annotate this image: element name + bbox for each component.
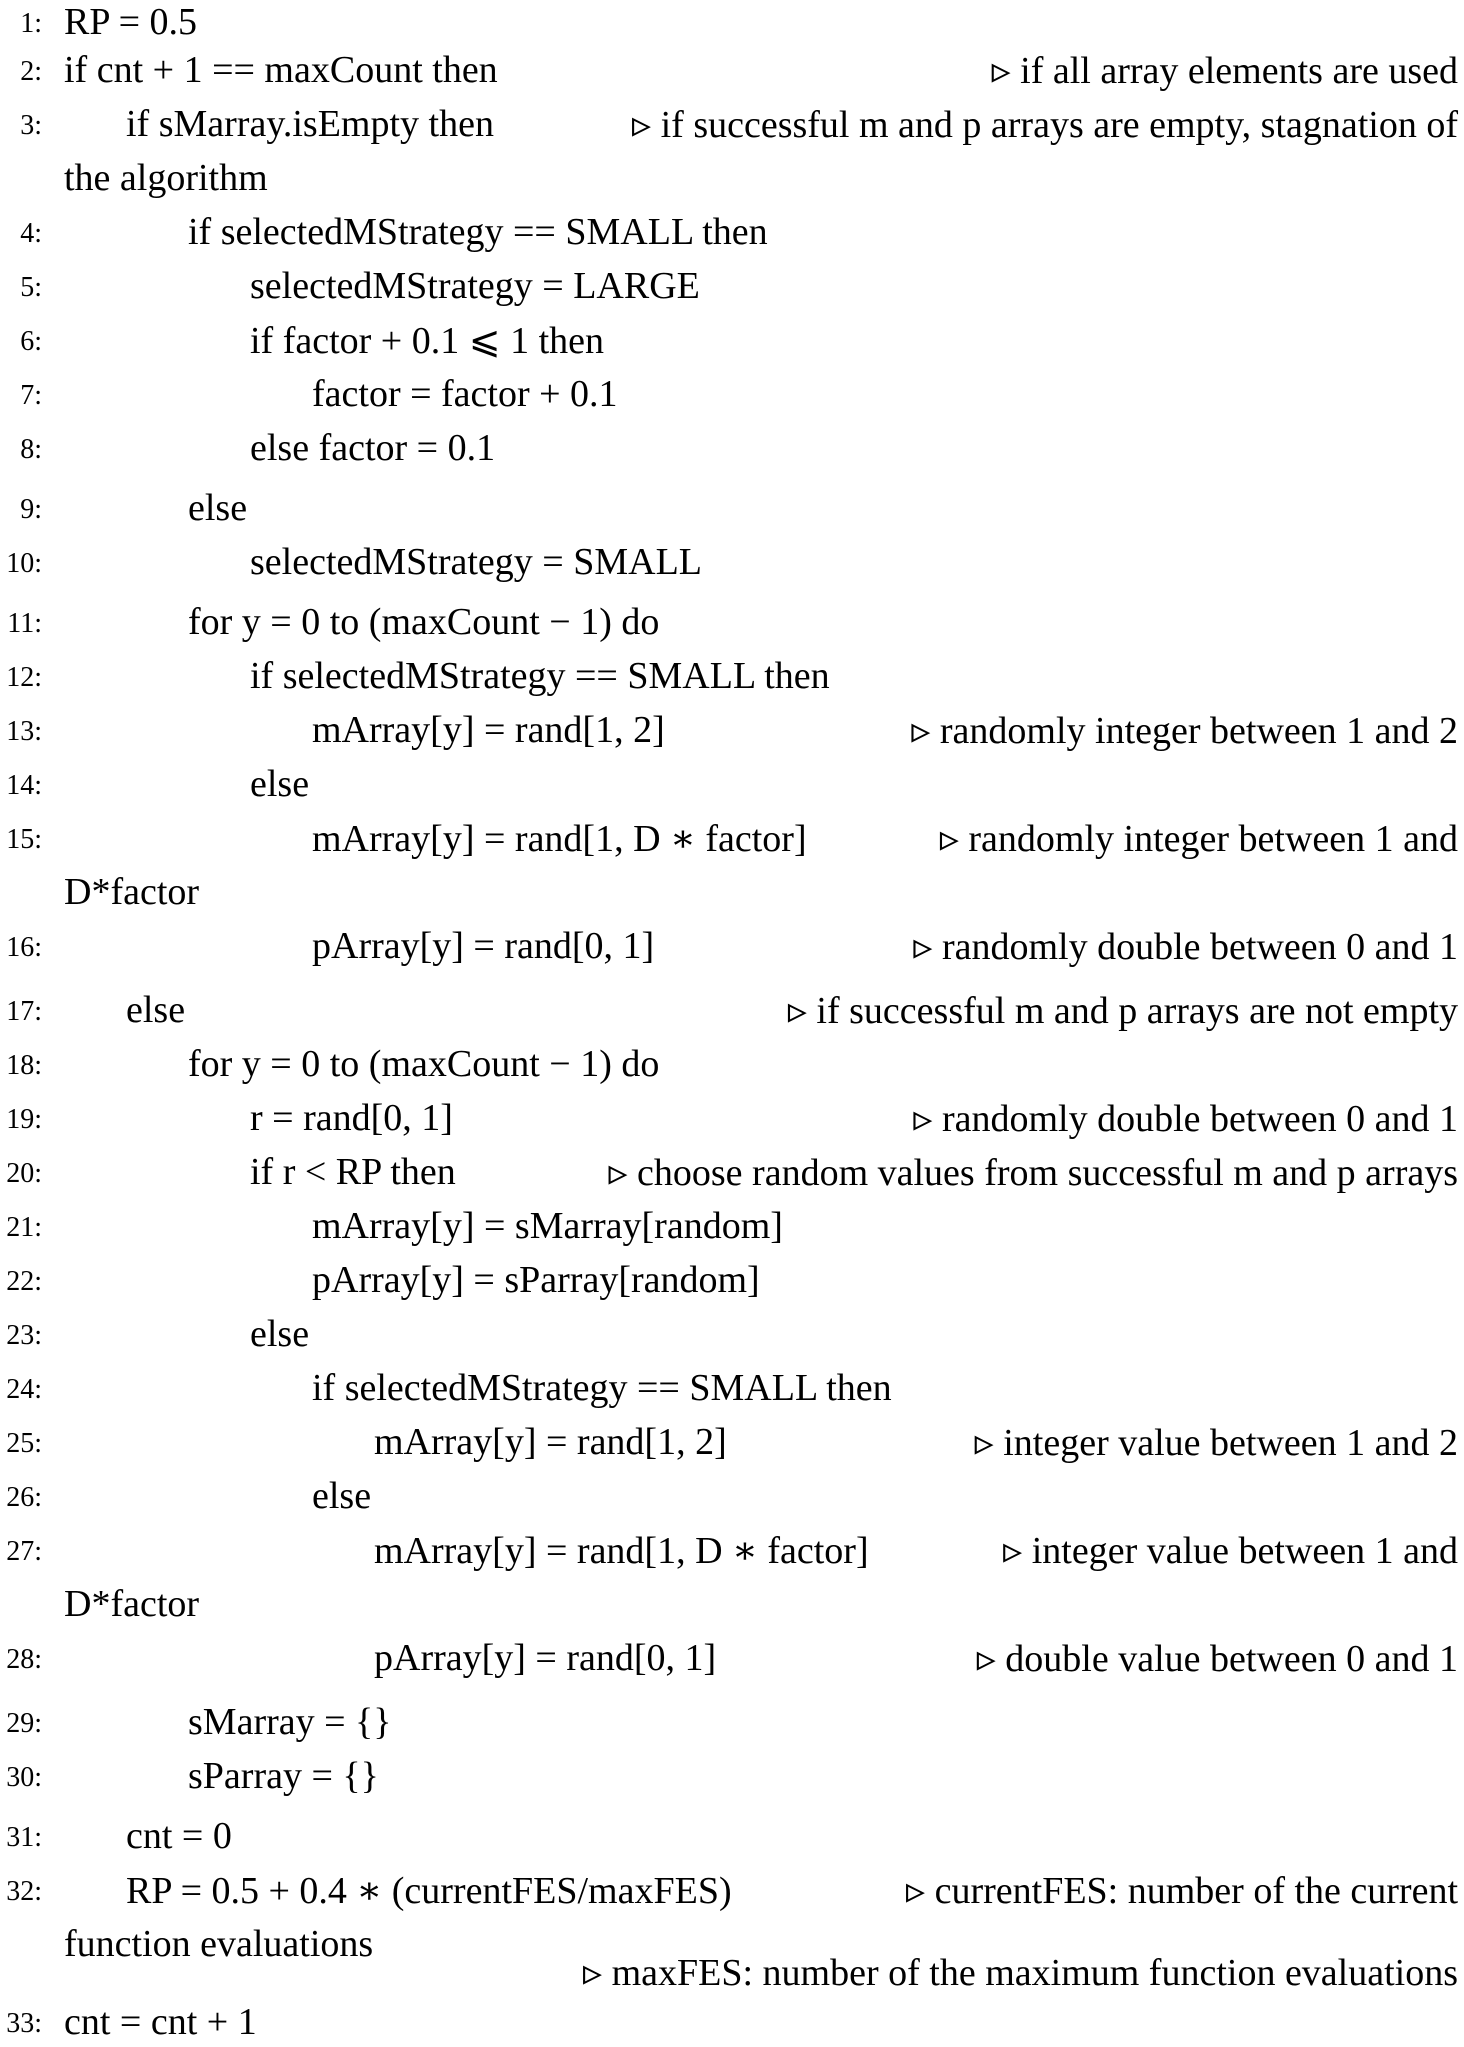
- code-text: pArray[y] = sParray[random]: [312, 1259, 760, 1301]
- line-30: [0, 1754, 1464, 1808]
- comment: ▹ randomly integer between 1 and 2: [911, 710, 1458, 752]
- code-text: if r < RP then: [250, 1151, 456, 1193]
- code-text: sParray = {}: [188, 1755, 379, 1797]
- line-4: [0, 210, 1464, 264]
- continuation: the algorithm: [64, 157, 268, 199]
- line-number: 25:: [6, 1428, 42, 1459]
- line-number: 24:: [6, 1374, 42, 1405]
- line-24: [0, 1366, 1464, 1420]
- line-number: 7:: [20, 380, 42, 411]
- line-10: [0, 540, 1464, 594]
- line-number: 28:: [6, 1644, 42, 1675]
- line-number: 27:: [6, 1536, 42, 1567]
- line-14: [0, 762, 1464, 816]
- line-number: 16:: [6, 932, 42, 963]
- comment: ▹ integer value between 1 and: [1003, 1530, 1458, 1572]
- code-text: r = rand[0, 1]: [250, 1097, 453, 1139]
- code-text: if selectedMStrategy == SMALL then: [312, 1367, 892, 1409]
- line-20: [0, 1150, 1464, 1204]
- code-text: mArray[y] = rand[1, 2]: [312, 709, 665, 751]
- code-text: selectedMStrategy = LARGE: [250, 265, 700, 307]
- line-number: 2:: [20, 56, 42, 87]
- line-number: 31:: [6, 1822, 42, 1853]
- code-text: else: [312, 1475, 372, 1517]
- continuation: function evaluations: [64, 1923, 374, 1965]
- line-23: [0, 1312, 1464, 1366]
- code-text: else: [250, 763, 310, 805]
- line-29: [0, 1700, 1464, 1754]
- line-number: 23:: [6, 1320, 42, 1351]
- line-number: 18:: [6, 1050, 42, 1081]
- comment: ▹ randomly double between 0 and 1: [913, 926, 1458, 968]
- comment: ▹ if successful m and p arrays are not empty: [787, 990, 1458, 1032]
- code-text: for y = 0 to (maxCount − 1) do: [188, 601, 660, 643]
- code-text: mArray[y] = rand[1, D ∗ factor]: [374, 1530, 869, 1572]
- code-text: if sMarray.isEmpty then: [126, 103, 494, 145]
- line-number: 3:: [20, 110, 42, 141]
- line-33: [0, 2000, 1464, 2046]
- code-text: if factor + 0.1 ⩽ 1 then: [250, 320, 605, 362]
- line-27: [0, 1528, 1464, 1582]
- line-number: 10:: [6, 548, 42, 579]
- line-17: [0, 988, 1464, 1042]
- comment: ▹ currentFES: number of the current: [906, 1870, 1458, 1912]
- line-number: 14:: [6, 770, 42, 801]
- comment: ▹ randomly double between 0 and 1: [913, 1098, 1458, 1140]
- line-25: [0, 1420, 1464, 1474]
- line-number: 29:: [6, 1708, 42, 1739]
- line-number: 19:: [6, 1104, 42, 1135]
- code-text: else: [188, 487, 248, 529]
- code-text: else factor = 0.1: [250, 427, 496, 469]
- line-8: [0, 426, 1464, 480]
- comment: ▹ maxFES: number of the maximum function evaluations: [583, 1952, 1458, 1994]
- code-text: mArray[y] = rand[1, 2]: [374, 1421, 727, 1463]
- line-9: [0, 486, 1464, 540]
- code-text: cnt = 0: [126, 1815, 232, 1857]
- line-number: 17:: [6, 996, 42, 1027]
- comment: ▹ randomly integer between 1 and: [939, 818, 1458, 860]
- code-text: for y = 0 to (maxCount − 1) do: [188, 1043, 660, 1085]
- code-text: RP = 0.5: [64, 1, 197, 43]
- line-15: [0, 816, 1464, 870]
- code-text: mArray[y] = sMarray[random]: [312, 1205, 783, 1247]
- line-3: [0, 102, 1464, 156]
- code-text: if cnt + 1 == maxCount then: [64, 49, 498, 91]
- line-number: 11:: [7, 608, 42, 639]
- code-text: if selectedMStrategy == SMALL then: [250, 655, 830, 697]
- line-26: [0, 1474, 1464, 1528]
- line-5: [0, 264, 1464, 318]
- line-11: [0, 600, 1464, 654]
- code-text: selectedMStrategy = SMALL: [250, 541, 703, 583]
- comment: ▹ integer value between 1 and 2: [974, 1422, 1458, 1464]
- comment: ▹ choose random values from successful m and p arrays: [608, 1152, 1458, 1194]
- line-number: 33:: [6, 2008, 42, 2039]
- line-number: 32:: [6, 1876, 42, 1907]
- line-number: 1:: [20, 8, 42, 39]
- comment: ▹ double value between 0 and 1: [976, 1638, 1458, 1680]
- line-13: [0, 708, 1464, 762]
- line-number: 21:: [6, 1212, 42, 1243]
- line-number: 5:: [20, 272, 42, 303]
- line-32: [0, 1868, 1464, 1922]
- line-28: [0, 1636, 1464, 1690]
- line-31: [0, 1814, 1464, 1868]
- code-text: sMarray = {}: [188, 1701, 392, 1743]
- line-1: [0, 0, 1464, 54]
- continuation: D*factor: [64, 1583, 200, 1625]
- line-16: [0, 924, 1464, 978]
- line-22: [0, 1258, 1464, 1312]
- line-21: [0, 1204, 1464, 1258]
- code-text: pArray[y] = rand[0, 1]: [312, 925, 655, 967]
- line-12: [0, 654, 1464, 708]
- line-number: 8:: [20, 434, 42, 465]
- line-18: [0, 1042, 1464, 1096]
- code-text: cnt = cnt + 1: [64, 2001, 257, 2043]
- line-number: 4:: [20, 218, 42, 249]
- code-text: mArray[y] = rand[1, D ∗ factor]: [312, 818, 807, 860]
- line-number: 20:: [6, 1158, 42, 1189]
- line-2: [0, 48, 1464, 102]
- line-32-comment-2: [0, 1950, 1464, 1996]
- line-number: 12:: [6, 662, 42, 693]
- comment: ▹ if all array elements are used: [991, 50, 1458, 92]
- line-6: [0, 318, 1464, 372]
- line-7: [0, 372, 1464, 426]
- line-number: 26:: [6, 1482, 42, 1513]
- line-number: 30:: [6, 1762, 42, 1793]
- continuation: D*factor: [64, 871, 200, 913]
- line-number: 9:: [20, 494, 42, 525]
- code-text: factor = factor + 0.1: [312, 373, 618, 415]
- line-number: 6:: [20, 326, 42, 357]
- comment: ▹ if successful m and p arrays are empty, stagnation of: [632, 104, 1458, 146]
- code-text: else: [126, 989, 186, 1031]
- code-text: else: [250, 1313, 310, 1355]
- code-text: RP = 0.5 + 0.4 ∗ (currentFES/maxFES): [126, 1870, 732, 1912]
- code-text: pArray[y] = rand[0, 1]: [374, 1637, 717, 1679]
- line-number: 13:: [6, 716, 42, 747]
- line-number: 22:: [6, 1266, 42, 1297]
- code-text: if selectedMStrategy == SMALL then: [188, 211, 768, 253]
- line-19: [0, 1096, 1464, 1150]
- line-number: 15:: [6, 824, 42, 855]
